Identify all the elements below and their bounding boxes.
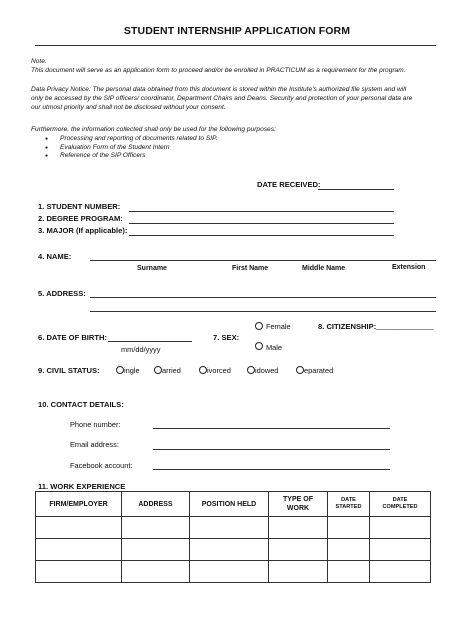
date-format-hint: mm/dd/yyyy bbox=[121, 345, 161, 354]
table-cell[interactable] bbox=[370, 539, 431, 561]
table-cell[interactable] bbox=[36, 561, 122, 583]
divorced-radio[interactable] bbox=[199, 366, 207, 374]
female-label: Female bbox=[266, 322, 291, 331]
contact-details-label: 10. CONTACT DETAILS: bbox=[38, 400, 124, 409]
title-divider bbox=[35, 45, 436, 46]
note-label: Note: bbox=[31, 58, 47, 65]
widowed-radio[interactable] bbox=[247, 366, 255, 374]
name-label: 4. NAME: bbox=[38, 252, 72, 261]
email-label: Email address: bbox=[70, 440, 119, 449]
form-title: STUDENT INTERNSHIP APPLICATION FORM bbox=[123, 25, 351, 37]
address-field-line2[interactable] bbox=[90, 311, 436, 312]
col-header-position: POSITION HELD bbox=[190, 492, 269, 517]
separated-label: eparated bbox=[304, 366, 334, 375]
degree-program-field[interactable] bbox=[129, 223, 394, 224]
privacy-notice-line1: Data Privacy Notice: The personal data obtained from this document is stored within the Institute’s authorized file system and will bbox=[31, 86, 407, 93]
address-label: 5. ADDRESS: bbox=[38, 289, 86, 298]
table-cell[interactable] bbox=[328, 539, 370, 561]
sex-label: 7. SEX: bbox=[213, 333, 240, 342]
table-cell[interactable] bbox=[328, 517, 370, 539]
col-header-date-started: DATE STARTED bbox=[328, 492, 370, 517]
middle-name-caption: Middle Name bbox=[302, 265, 346, 272]
civil-status-label: 9. CIVIL STATUS: bbox=[38, 366, 100, 375]
student-number-label: 1. STUDENT NUMBER: bbox=[38, 202, 121, 211]
citizenship-field[interactable]: ______________ bbox=[376, 321, 434, 330]
male-radio[interactable] bbox=[255, 342, 263, 350]
separated-radio[interactable] bbox=[296, 366, 304, 374]
widowed-label: idowed bbox=[255, 366, 279, 375]
table-cell[interactable] bbox=[370, 517, 431, 539]
work-experience-label: 11. WORK EXPERIENCE bbox=[38, 482, 126, 491]
major-label: 3. MAJOR (If applicable): bbox=[38, 226, 128, 235]
note-text: This document will serve as an application form to proceed and/or be enrolled in PRACTICUM as a requirement for the program. bbox=[31, 67, 406, 74]
extension-caption: Extension bbox=[392, 264, 426, 271]
col-header-firm: FIRM/EMPLOYER bbox=[36, 492, 122, 517]
date-received-label: DATE RECEIVED: bbox=[257, 180, 321, 189]
student-number-field[interactable] bbox=[129, 211, 394, 212]
table-cell[interactable] bbox=[122, 561, 190, 583]
purposes-intro: Furthermore, the information collected shall only be used for the following purposes: bbox=[31, 126, 276, 133]
table-cell[interactable] bbox=[36, 517, 122, 539]
privacy-notice-line2: only be accessed by the SIP officers/ coordinator, Department Chairs and Deans. Security and protection of your personal data are bbox=[31, 95, 413, 102]
table-header-row bbox=[36, 492, 431, 517]
table-cell[interactable] bbox=[36, 539, 122, 561]
table-cell[interactable] bbox=[122, 539, 190, 561]
purposes-list bbox=[43, 135, 218, 161]
work-experience-table bbox=[35, 491, 431, 583]
date-received-field[interactable] bbox=[318, 189, 394, 190]
citizenship-label: 8. CITIZENSHIP: bbox=[318, 322, 377, 331]
major-field[interactable] bbox=[129, 235, 394, 236]
date-of-birth-label: 6. DATE OF BIRTH: bbox=[38, 333, 108, 342]
col-header-type-of-work: TYPE OF WORK bbox=[269, 492, 328, 517]
table-cell[interactable] bbox=[328, 561, 370, 583]
col-header-address: ADDRESS bbox=[122, 492, 190, 517]
married-label: arried bbox=[162, 366, 181, 375]
table-row bbox=[36, 517, 431, 539]
date-of-birth-field[interactable] bbox=[108, 341, 192, 342]
facebook-label: Facebook account: bbox=[70, 461, 133, 470]
table-row bbox=[36, 539, 431, 561]
married-radio[interactable] bbox=[154, 366, 162, 374]
table-cell[interactable] bbox=[190, 517, 269, 539]
table-cell[interactable] bbox=[269, 539, 328, 561]
table-cell[interactable] bbox=[190, 561, 269, 583]
surname-caption: Surname bbox=[137, 265, 167, 272]
table-cell[interactable] bbox=[370, 561, 431, 583]
col-header-date-completed: DATE COMPLETED bbox=[370, 492, 431, 517]
name-field[interactable] bbox=[90, 260, 436, 261]
first-name-caption: First Name bbox=[232, 265, 269, 272]
table-cell[interactable] bbox=[269, 517, 328, 539]
table-cell[interactable] bbox=[269, 561, 328, 583]
degree-program-label: 2. DEGREE PROGRAM: bbox=[38, 214, 123, 223]
single-label: ingle bbox=[124, 366, 140, 375]
privacy-notice-line3: our utmost priority and shall not be disclosed without your consent. bbox=[31, 104, 226, 111]
female-radio[interactable] bbox=[255, 322, 263, 330]
table-cell[interactable] bbox=[190, 539, 269, 561]
email-field[interactable] bbox=[153, 449, 390, 450]
facebook-field[interactable] bbox=[153, 469, 390, 470]
purpose-item: ● Reference of the SIP Officers bbox=[43, 152, 218, 161]
purpose-item: ● Evaluation Form of the Student Intern bbox=[43, 144, 218, 153]
single-radio[interactable] bbox=[116, 366, 124, 374]
address-field-line1[interactable] bbox=[90, 297, 436, 298]
purpose-item: ● Processing and reporting of documents related to SIP. bbox=[43, 135, 218, 144]
divorced-label: ivorced bbox=[207, 366, 231, 375]
phone-field[interactable] bbox=[153, 428, 390, 429]
phone-label: Phone number: bbox=[70, 420, 121, 429]
male-label: Male bbox=[266, 343, 283, 352]
table-cell[interactable] bbox=[122, 517, 190, 539]
table-row bbox=[36, 561, 431, 583]
